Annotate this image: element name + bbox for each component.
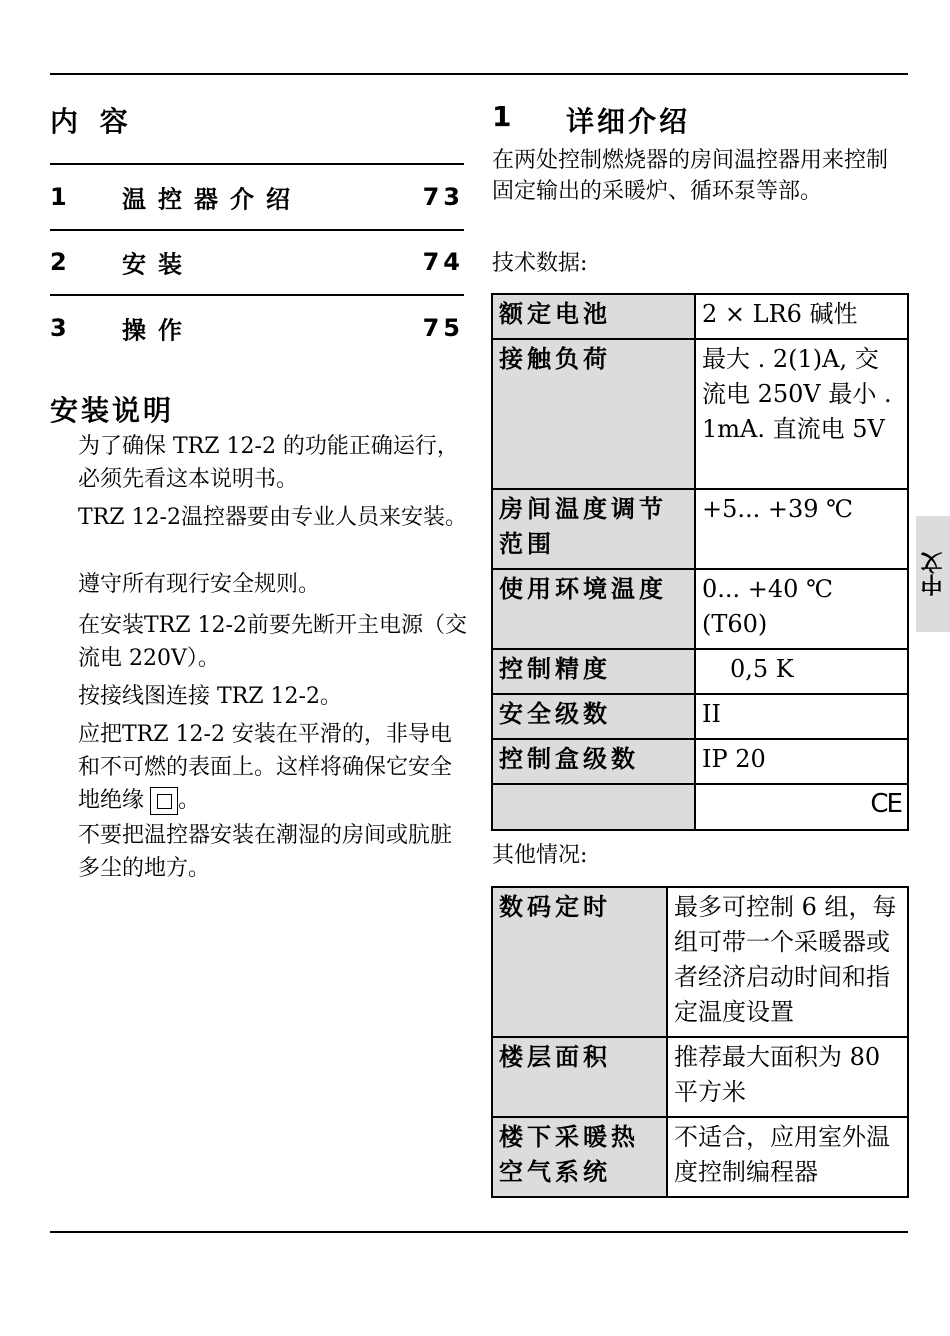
spec-value: +5... +39 ℃ [695,489,908,569]
install-paragraph: TRZ 12-2温控器要由专业人员来安装。 [78,505,467,530]
install-paragraph: 按接线图连接 TRZ 12-2。 [78,684,342,709]
toc-item-title: 操作 [122,316,194,345]
toc-item-title: 温控器介绍 [122,185,302,214]
detail-num: 1 [492,100,512,133]
install-paragraph: 遵守所有现行安全规则。 [78,572,321,597]
toc-item[interactable] [50,230,464,296]
toc-item-num: 1 [50,183,67,211]
spec-key: 控制精度 [492,649,695,694]
table-row [492,887,908,1037]
double-insulation-icon [150,787,178,815]
detail-intro: 在两处控制燃烧器的房间温控器用来控制固定输出的采暖炉、循环泵等部。 [492,148,889,204]
toc-item[interactable] [50,296,464,360]
spec-value: IP 20 [695,739,908,784]
spec-value [695,784,908,830]
detail-heading: 详细介绍 [566,105,691,138]
bottom-rule [50,1231,908,1233]
tech-data-table [491,293,909,831]
spec-key: 楼下采暖热空气系统 [492,1117,667,1197]
table-row [492,569,908,649]
table-row [492,294,908,339]
table-row [492,1037,908,1117]
spec-value: 0... +40 ℃ (T60) [695,569,908,649]
spec-key [492,784,695,830]
table-row [492,1117,908,1197]
spec-value: 最大 . 2(1)A, 交流电 250V 最小 . 1mA. 直流电 5V [695,339,908,489]
tech-data-label: 技术数据: [492,251,588,276]
install-heading: 安装说明 [50,394,175,427]
table-row [492,339,908,489]
spec-key: 安全级数 [492,694,695,739]
spec-key: 房间温度调节范围 [492,489,695,569]
language-tab-label: 中文 [920,552,946,596]
spec-key: 控制盒级数 [492,739,695,784]
top-rule [50,73,908,75]
language-tab[interactable] [916,516,950,632]
install-paragraph-suffix: 。 [178,788,201,813]
table-row [492,784,908,830]
spec-key: 接触负荷 [492,339,695,489]
spec-value: II [695,694,908,739]
toc-item-num: 3 [50,314,67,342]
toc-item-page: 74 [422,248,464,276]
spec-value: 0,5 K [695,649,908,694]
table-row [492,739,908,784]
install-paragraph: 不要把温控器安装在潮湿的房间或肮脏多尘的地方。 [78,823,453,881]
spec-value: 推荐最大面积为 80 平方米 [667,1037,908,1117]
spec-value: 不适合，应用室外温度控制编程器 [667,1117,908,1197]
spec-key: 楼层面积 [492,1037,667,1117]
install-paragraph: 在安装TRZ 12-2前要先断开主电源（交流电 220V）。 [78,613,467,671]
install-paragraph-text: 应把TRZ 12-2 安装在平滑的，非导电和不可燃的表面上。这样将确保它安全地绝缘 [78,722,453,813]
toc-heading: 内 容 [50,105,134,138]
table-row [492,694,908,739]
install-paragraph: 为了确保 TRZ 12-2 的功能正确运行，必须先看这本说明书。 [78,434,459,492]
spec-key: 额定电池 [492,294,695,339]
install-paragraph-insulation [78,718,470,817]
toc-item-page: 75 [422,314,464,342]
table-row [492,489,908,569]
ce-mark-icon: CE [870,789,901,819]
spec-value: 最多可控制 6 组，每组可带一个采暖器或者经济启动时间和指定温度设置 [667,887,908,1037]
toc-item[interactable] [50,165,464,231]
toc-item-title: 安装 [122,250,194,279]
toc-item-page: 73 [422,183,464,211]
spec-key: 使用环境温度 [492,569,695,649]
other-data-label: 其他情况: [492,843,588,868]
other-data-table [491,886,909,1198]
spec-value: 2 × LR6 碱性 [695,294,908,339]
toc-item-num: 2 [50,248,67,276]
table-row [492,649,908,694]
spec-key: 数码定时 [492,887,667,1037]
